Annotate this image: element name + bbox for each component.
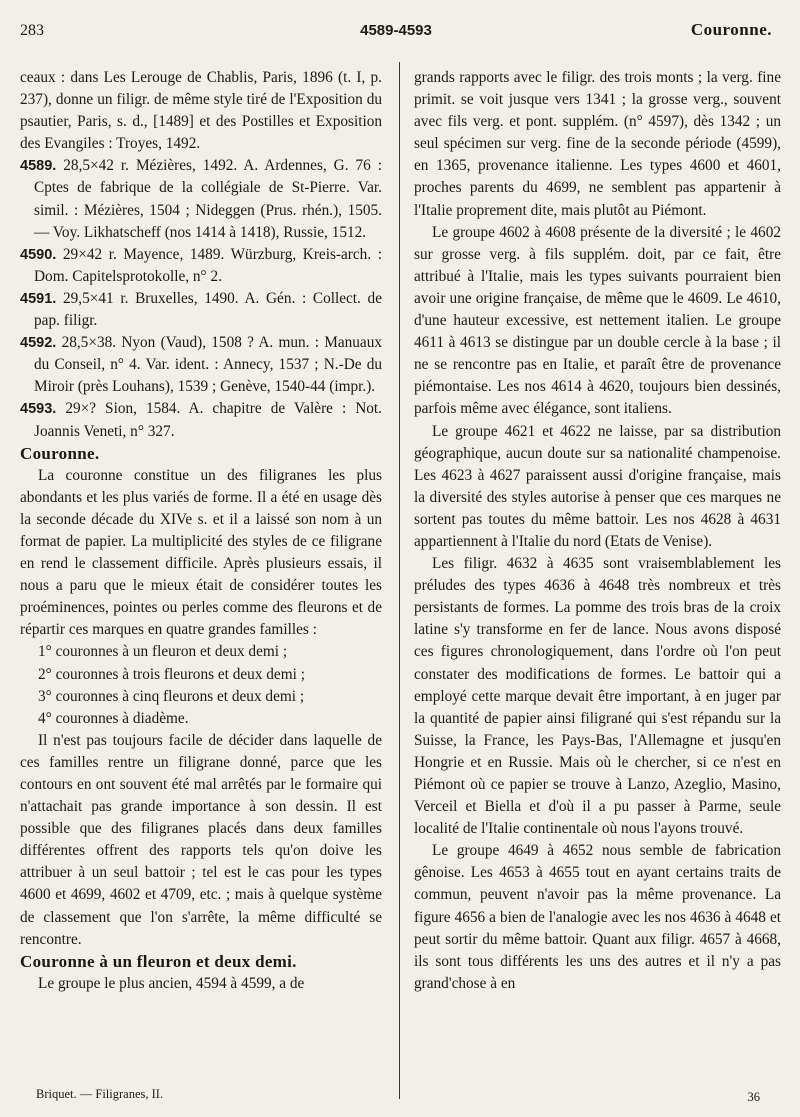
entry-4591: 4591. 29,5×41 r. Bruxelles, 1490. A. Gén. : Collect. de pap. filigr.: [20, 289, 382, 330]
family-item: 3° couronnes à cinq fleurons et deux demi ;: [38, 687, 305, 705]
right-column: [414, 67, 781, 995]
right-paragraph-2: Le groupe 4602 à 4608 présente de la diversité ; le 4602 sur grosse verg. à fils supplém. doit, par ce fait, être attribué à l'Italie, mais les types suivants pourraient bien avoir une origine française, de même que le 4609. Le 4610, d'une hauteur excessive, est nettement italien. Le groupe 4611 à 4613 se distingue par un double cercle à la base ; il ne se rencontre pas en Italie, et paraît être de provenance piémontaise. Les nos 4614 à 4620, toujours bien dessinés, parfois même avec élégance, sont italiens.: [414, 223, 781, 418]
difficulty-paragraph: Il n'est pas toujours facile de décider dans laquelle de ces familles rentre un filigrane donné, parce que les contours en ont souvent été mal arrêtés par le formaire qui n'attachait pas grande importance à son dessin. Il est possible que des filigranes placés dans deux familles différentes offrent des rapports tels qu'on doive les attribuer à un seul battoir ; tel est le cas pour les types 4600 et 4699, 4602 et 4709, etc. ; mais à quelque système de classement que l'on s'arrête, la même difficulté se rencontre.: [20, 731, 382, 948]
intro-paragraph: La couronne constitue un des filigranes les plus abondants et les plus variés de forme. Il a été en usage dès la seconde décade du XIVe s. et il a laissé son nom à un format de papier. La multiplicité des styles de ce filigrane en rend le classement difficile. Après plusieurs essais, il nous a paru que le mieux était de considérer toutes les proéminences, pointes ou perles comme des fleurons et de répartir ces marques en quatre grandes familles :: [20, 466, 382, 639]
group-paragraph: Le groupe le plus ancien, 4594 à 4599, a de: [38, 974, 305, 992]
right-paragraph-3: Le groupe 4621 et 4622 ne laisse, par sa distribution géographique, aucun doute sur sa nationalité champenoise. Les 4623 à 4627 paraissent aussi d'origine française, mais la diversité des styles autorise à penser que ces marques ne sortent pas toutes du même battoir. Les nos 4628 à 4631 appartiennent à l'Italie du nord (Etats de Venise).: [414, 422, 781, 550]
heading-sub: Couronne à un fleuron et deux demi.: [20, 951, 297, 971]
entry-4592: 4592. 28,5×38. Nyon (Vaud), 1508 ? A. mun. : Manuaux du Conseil, n° 4. Var. ident. : Annecy, 1537 ; N.-De du Miroir (près Louhans), 1539 ; Genève, 1540-44 (impr.).: [20, 334, 382, 396]
entry-range: 4589-4593: [360, 22, 432, 39]
families-list: [20, 641, 382, 729]
entry-4593: 4593. 29×? Sion, 1584. A. chapitre de Valère : Not. Joannis Veneti, n° 327.: [20, 400, 383, 440]
continuation-paragraph: ceaux : dans Les Lerouge de Chablis, Paris, 1896 (t. I, p. 237), donne un filigr. de même style tiré de l'Exposition du psautier, Paris, s. d., [1489] et des Postilles et Exposition des Evangiles : Troyes, 1492.: [20, 69, 382, 153]
right-paragraph-1: grands rapports avec le filigr. des trois monts ; la verg. fine primit. se voit jusque vers 1341 ; la grosse verg., souvent avec fils verg. et pont. supplém. (n° 4597), dès 1342 ; un seul spécimen sur verg. fine de la seconde période (4599), en 1365, provenance italienne. Les types 4600 et 4601, proches parents du 4699, ne semblent pas appartenir à l'Italie proprement dite, mais plutôt au Piémont.: [414, 69, 781, 219]
right-paragraph-5: Le groupe 4649 à 4652 nous semble de fabrication gênoise. Les 4653 à 4655 tout en ayant certains traits de commun, peuvent n'avoir pas la même provenance. La figure 4656 a bien de l'analogie avec les nos 4636 à 4648 et peut sortir du même battoir. Quant aux filigr. 4657 à 4668, ils sont tous différents les uns des autres et il n'y a pas grand'chose à en: [414, 842, 781, 992]
right-paragraph-4: Les filigr. 4632 à 4635 sont vraisemblablement les préludes des types 4636 à 4648 très nombreux et très persistants de formes. La pomme des trois bras de la croix latine s'y transforme en fer de lance. Nous avons disposé ces figures chronologiquement, dans l'ordre où l'on peut constater des modifications de formes. Le battoir qui a employé cette marque devait être important, à en juger par la quantité de papier ainsi filigrané qui s'est répandu sur la Suisse, la France, les Pays-Bas, l'Allemagne et jusqu'en Hongrie et en Russie. Mais où le chercher, si ce n'est en Piémont où ce papier se trouve à Lanzo, Azeglio, Masino, Verceil et Biella et d'où il a pu passer à Parme, seule localité de l'Italie continentale où nous l'ayons trouvé.: [414, 555, 781, 838]
left-column: [20, 67, 382, 995]
signature-mark: 36: [747, 1090, 760, 1104]
family-item: 4° couronnes à diadème.: [38, 709, 189, 727]
family-item: 1° couronnes à un fleuron et deux demi ;: [38, 643, 288, 661]
page-number: 283: [20, 22, 44, 39]
entry-4590: 4590. 29×42 r. Mayence, 1489. Würzburg, Kreis-arch. : Dom. Capitelsprotokolle, n° 2.: [20, 245, 382, 285]
section-title: Couronne.: [690, 20, 772, 39]
heading-couronne: Couronne.: [20, 443, 100, 463]
footer-note: Briquet. — Filigranes, II.: [36, 1087, 164, 1101]
column-divider: [399, 62, 400, 1099]
page-header: [20, 20, 772, 46]
family-item: 2° couronnes à trois fleurons et deux demi ;: [38, 665, 305, 683]
entry-4589: 4589. 28,5×42 r. Mézières, 1492. A. Ardennes, G. 76 : Cptes de fabrique de la collégiale de St-Pierre. Var. simil. : Mézières, 1504 ; Nideggen (Prus. rhén.), 1505. — Voy. Likhatscheff (nos 1414 à 1418), Russie, 1512.: [20, 157, 383, 241]
